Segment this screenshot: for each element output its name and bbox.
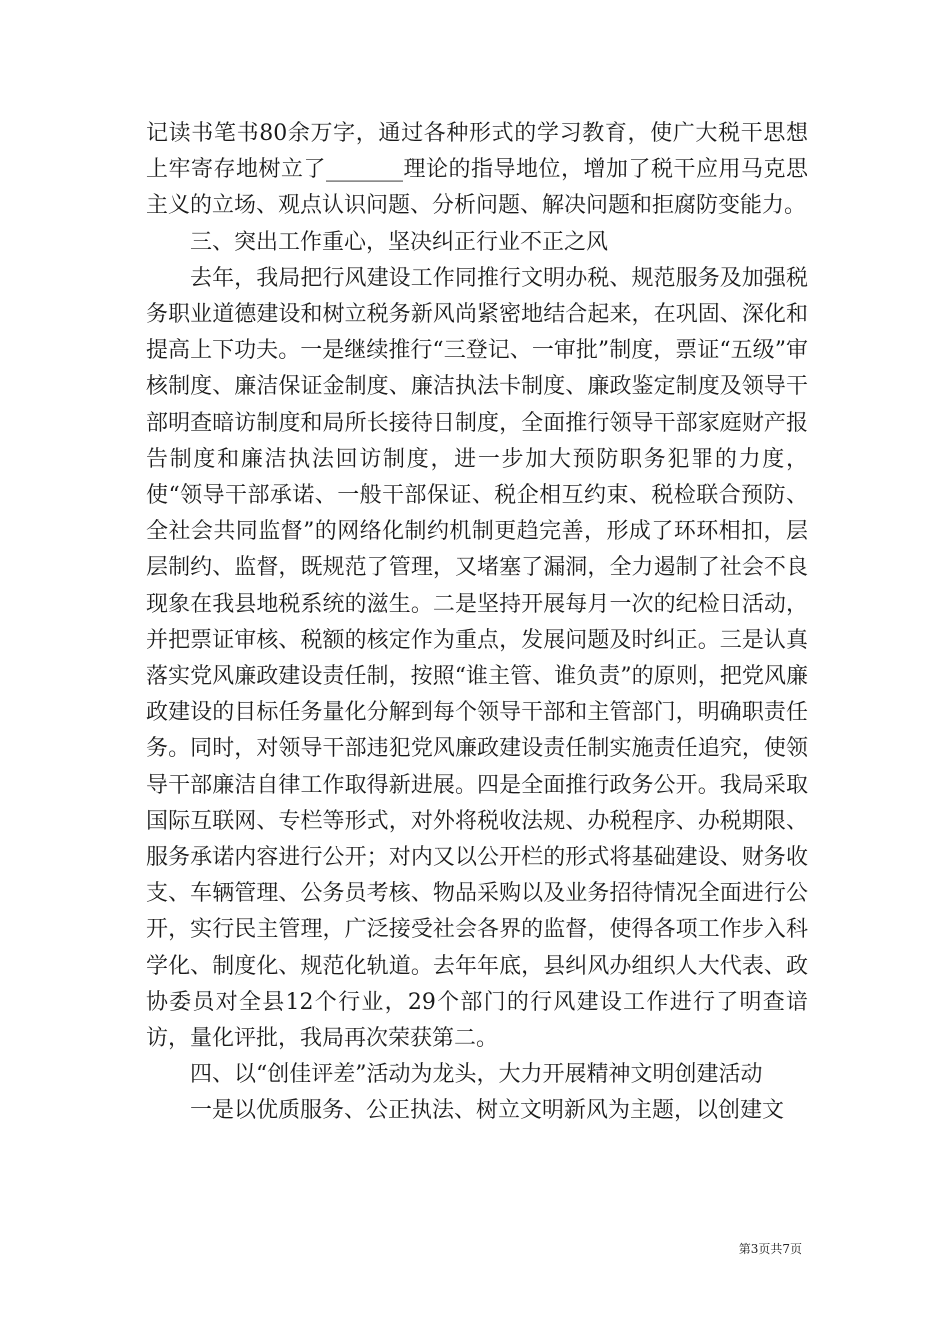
paragraph-continuation: 记读书笔书80余万字，通过各种形式的学习教育，使广大税干思想上牢寄存地树立了_______理论的指导地位，增加了税干应用马克思主义的立场、观点认识问题、分析问题、解决问题和拒腐防变能力。 [146, 121, 808, 219]
paragraph-body-start: 一是以优质服务、公正执法、树立文明新风为主题，以创建文 [190, 1098, 785, 1124]
paragraph-body: 去年，我局把行风建设工作同推行文明办税、规范服务及加强税务职业道德建设和树立税务新风尚紧密地结合起来，在巩固、深化和提高上下功夫。一是继续推行“三登记、一审批”制度，票证“五级”审核制度、廉洁保证金制度、廉洁执法卡制度、廉政鉴定制度及领导干部明查暗访制度和局所长接待日制度，全面推行领导干部家庭财产报告制度和廉洁执法回访制度，进一步加大预防职务犯罪的力度，使“领导干部承诺、一般干部保证、税企相互约束、税检联合预防、全社会共同监督”的网络化制约机制更趋完善，形成了环环相扣，层层制约、监督，既规范了管理，又堵塞了漏洞，全力遏制了社会不良现象在我县地税系统的滋生。二是坚持开展每月一次的纪检日活动，并把票证审核、税额的核定作为重点，发展问题及时纠正。三是认真落实党风廉政建设责任制，按照“谁主管、谁负责”的原则，把党风廉政建设的目标任务量化分解到每个领导干部和主管部门，明确职责任务。同时，对领导干部违犯党风廉政建设责任制实施责任追究，使领导干部廉洁自律工作取得新进展。四是全面推行政务公开。我局采取国际互联网、专栏等形式，对外将税收法规、办税程序、办税期限、服务承诺内容进行公开；对内又以公开栏的形式将基础建设、财务收支、车辆管理、公务员考核、物品采购以及业务招待情况全面进行公开，实行民主管理，广泛接受社会各界的监督，使得各项工作步入科学化、制度化、规范化轨道。去年年底，县纠风办组织人大代表、政协委员对全县12个行业，29个部门的行风建设工作进行了明查谙访，量化评批，我局再次荣获第二。 [146, 265, 808, 1052]
page-number: 第3页共7页 [738, 1242, 802, 1256]
document-body [146, 116, 808, 1130]
section-heading-3: 三、突出工作重心，坚决纠正行业不正之风 [190, 229, 609, 255]
section-heading-4: 四、以“创佳评差”活动为龙头，大力开展精神文明创建活动 [190, 1062, 763, 1088]
